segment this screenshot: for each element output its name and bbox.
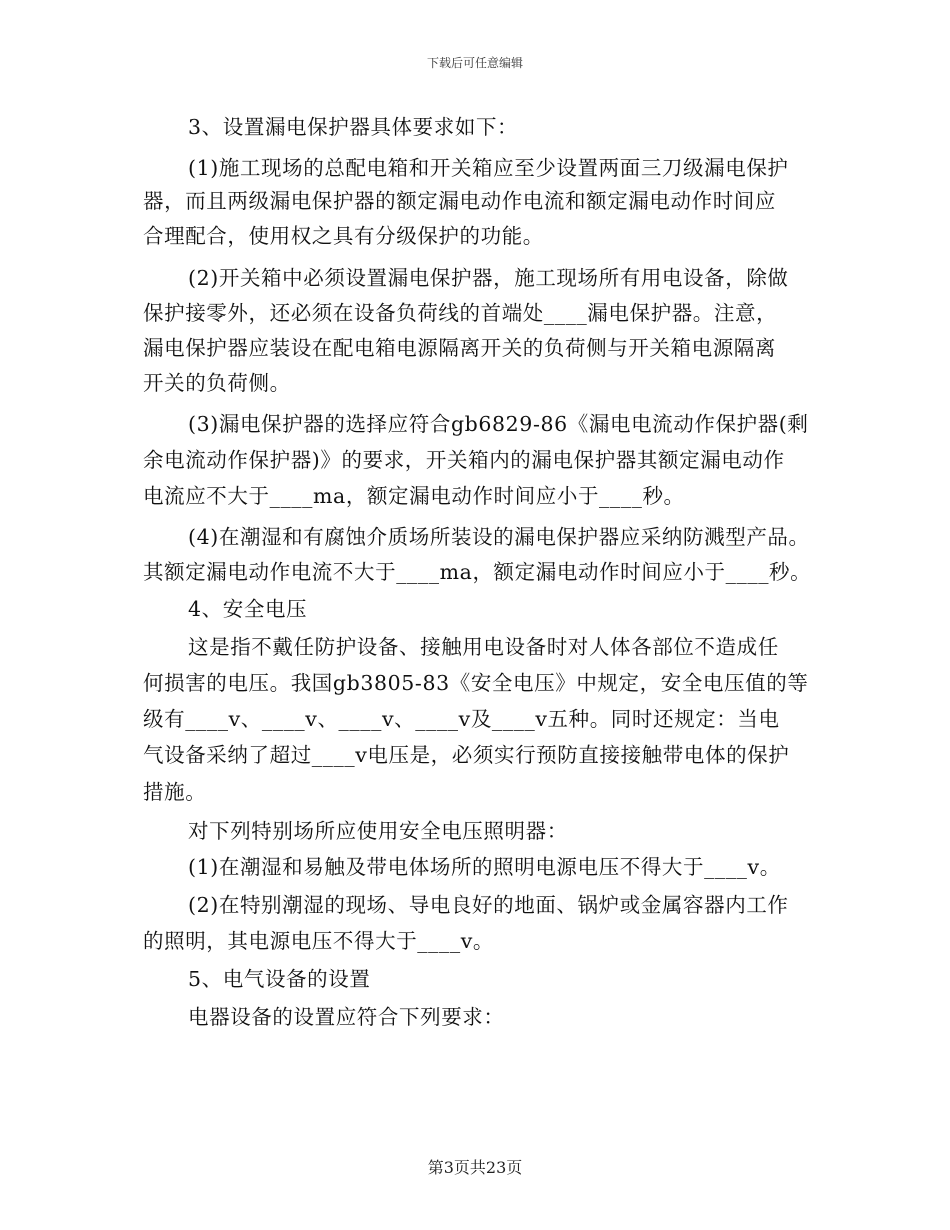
paragraph-line: 级有____v、____v、____v、____v及____v五种。同时还规定：当电 [143,707,780,731]
paragraph-line: 合理配合，使用权之具有分级保护的功能。 [143,224,544,248]
paragraph-line: (4)在潮湿和有腐蚀介质场所装设的漏电保护器应采纳防溅型产品。 [188,525,810,549]
section-heading-4: 4、安全电压 [188,597,308,621]
paragraph-line: 措施。 [143,780,207,804]
paragraph-line: 气设备采纳了超过____v电压是，必须实行预防直接接触带电体的保护 [143,743,790,767]
paragraph-line: 对下列特别场所应使用安全电压照明器： [188,819,568,843]
paragraph-line: (2)在特别潮湿的现场、导电良好的地面、锅炉或金属容器内工作 [188,893,789,917]
paragraph-line: (3)漏电保护器的选择应符合gb6829-86《漏电电流动作保护器(剩 [188,412,809,436]
paragraph-line: 开关的负荷侧。 [143,371,291,395]
paragraph-line: (2)开关箱中必须设置漏电保护器，施工现场所有用电设备，除做 [188,266,789,290]
paragraph-line: 的照明，其电源电压不得大于____v。 [143,929,494,953]
paragraph-line: 器，而且两级漏电保护器的额定漏电动作电流和额定漏电动作时间应 [143,189,776,213]
paragraph-line: 其额定漏电动作电流不大于____ma，额定漏电动作时间应小于____秒。 [143,560,812,584]
page-footer: 第3页共23页 [427,1158,523,1177]
paragraph-line: 这是指不戴任防护设备、接触用电设备时对人体各部位不造成任 [188,635,779,659]
page-header: 下载后可任意编辑 [426,56,523,70]
section-heading-5: 5、电气设备的设置 [188,967,371,991]
paragraph-line: (1)在潮湿和易触及带电体场所的照明电源电压不得大于____v。 [188,855,781,879]
paragraph-line: 电器设备的设置应符合下列要求： [188,1005,505,1029]
paragraph-line: 何损害的电压。我国gb3805-83《安全电压》中规定，安全电压值的等 [143,671,809,695]
paragraph-line: 保护接零外，还必须在设备负荷线的首端处____漏电保护器。注意， [143,301,778,325]
paragraph-line: (1)施工现场的总配电箱和开关箱应至少设置两面三刀级漏电保护 [188,156,789,180]
paragraph-line: 电流应不大于____ma，额定漏电动作时间应小于____秒。 [143,484,685,508]
paragraph-line: 余电流动作保护器)》的要求，开关箱内的漏电保护器其额定漏电动作 [143,448,785,472]
section-heading-3: 3、设置漏电保护器具体要求如下： [188,115,519,139]
paragraph-line: 漏电保护器应装设在配电箱电源隔离开关的负荷侧与开关箱电源隔离 [143,336,776,360]
